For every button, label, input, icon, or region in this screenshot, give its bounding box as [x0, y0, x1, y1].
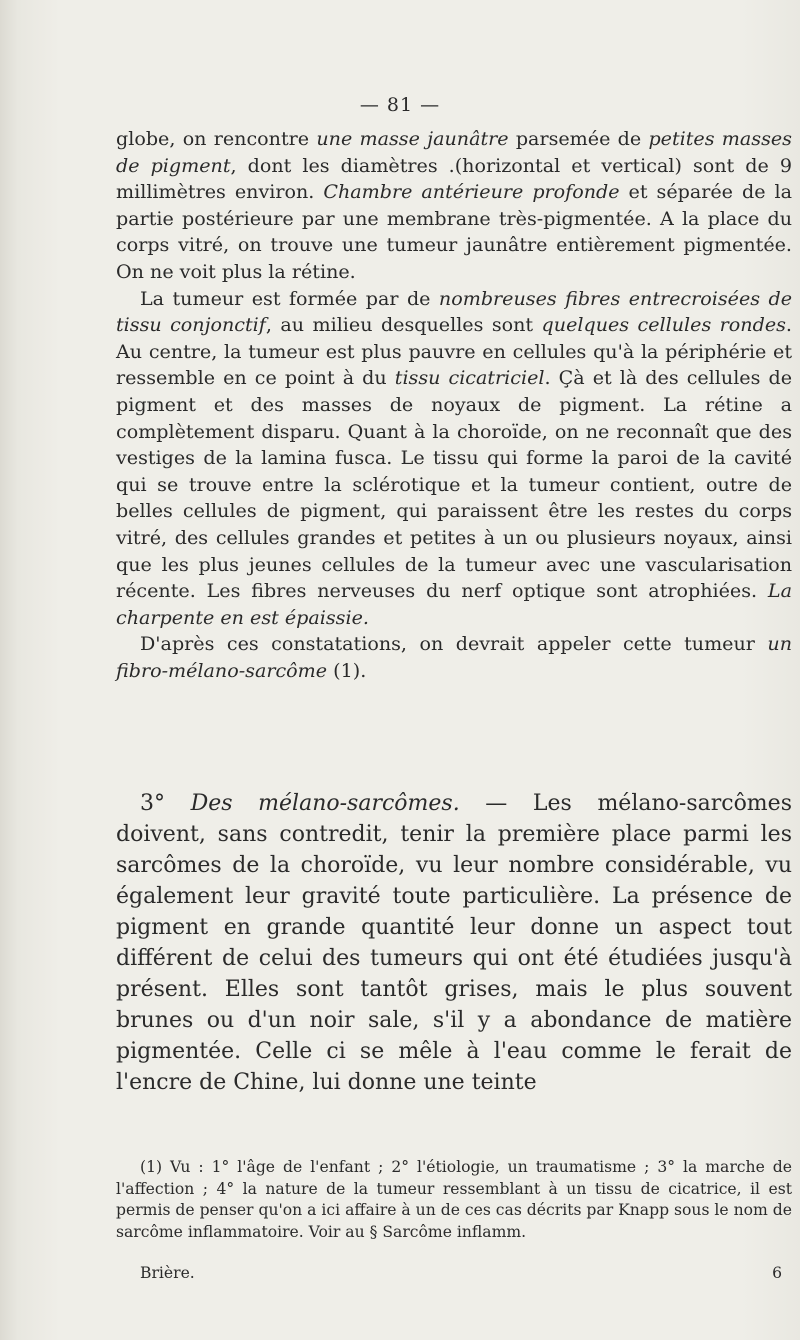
italic-run: Chambre antérieure profonde: [323, 180, 620, 204]
footnote-text: (1) Vu : 1° l'âge de l'enfant ; 2° l'étiologie, un traumatisme ; 3° la marche de l'affection ; 4° la nature de la tumeur ressemblant à un tissu de cicatrice, il est permis de penser qu'on a ici affaire à un de ces cas décrits par Knapp sous le nom de sarcôme inflammatoire. Voir au § Sarcôme inflamm.: [116, 1158, 792, 1241]
main-text: [116, 126, 792, 684]
text-run: parsemée de: [508, 127, 649, 150]
italic-run: un fibro-mélano-sarcôme: [116, 632, 792, 682]
italic-run: quelques cellules rondes: [541, 313, 786, 337]
text-run: D'après ces constatations, on devrait appeler cette tumeur: [140, 632, 768, 656]
footer-marks: [116, 1264, 792, 1282]
text-run: , au milieu desquelles sont: [265, 313, 542, 337]
italic-run: petites masses de pigment: [116, 127, 792, 177]
text-run: . Çà et là des cellules de pigment et des masses de noyaux de pigment. La rétine a complètement disparu. Quant à la choroïde, on ne reconnaît que des vestiges de la lamina fusca. Le tissu qui forme la paroi de la cavité qui se trouve entre la sclérotique et la tumeur contient, outre de belles cellules de pigment, qui paraissent être les restes du corps vitré, des cellules grandes et petites à un ou plusieurs noyaux, ainsi que les plus jeunes cellules de la tumeur avec une vascularisation récente. Les fibres nerveuses du nerf optique sont atrophiées.: [116, 366, 792, 603]
paragraph-histology: [116, 286, 792, 632]
paragraph-conclusion: [116, 631, 792, 684]
text-run: et séparée de la partie postérieure par une membrane très-pigmentée. A la place du corps vitré, on trouve une tumeur jaunâtre entièrement pigmentée. On ne voit plus la rétine.: [116, 180, 792, 283]
italic-run: La charpente en est épaissie.: [116, 579, 792, 629]
page-number: — 81 —: [359, 94, 441, 116]
text-run: . Au centre, la tumeur est plus pauvre en cellules qu'à la périphérie et ressemble en ce point à du: [116, 313, 792, 390]
italic-run: nombreuses fibres entrecroisées de tissu conjonctif: [116, 286, 792, 337]
text-run: (1).: [327, 658, 367, 682]
text-run: globe, on rencontre: [116, 127, 317, 150]
text-run: La tumeur est formée par de: [140, 286, 439, 310]
paragraph-case-description: [116, 126, 792, 286]
italic-run: une masse jaunâtre: [316, 127, 509, 150]
italic-run: Des mélano-sarcômes.: [190, 791, 460, 816]
footnote: [116, 1157, 792, 1243]
text-run: 3°: [140, 791, 191, 816]
sheet-signature-mark: 6: [772, 1264, 782, 1282]
signature: Brière.: [140, 1264, 195, 1282]
text-run: — Les mélano-sarcômes doivent, sans contredit, tenir la première place parmi les sarcômes de la choroïde, vu leur nombre considérable, vu également leur gravité toute particulière. La présence de pigment en grande quantité leur donne un aspect tout différent de celui des tumeurs qui ont été étudiées jusqu'à présent. Elles sont tantôt grises, mais le plus souvent brunes ou d'un noir sale, s'il y a abondance de matière pigmentée. Celle ci se mêle à l'eau comme le ferait de l'encre de Chine, lui donne une teinte: [116, 791, 792, 1095]
text-run: , dont les diamètres .(horizontal et vertical) sont de 9 millimètres environ.: [116, 153, 792, 204]
section-melano-sarcomes: [116, 788, 792, 1098]
italic-run: tissu cicatriciel: [394, 366, 545, 390]
section-paragraph: [116, 788, 792, 1098]
